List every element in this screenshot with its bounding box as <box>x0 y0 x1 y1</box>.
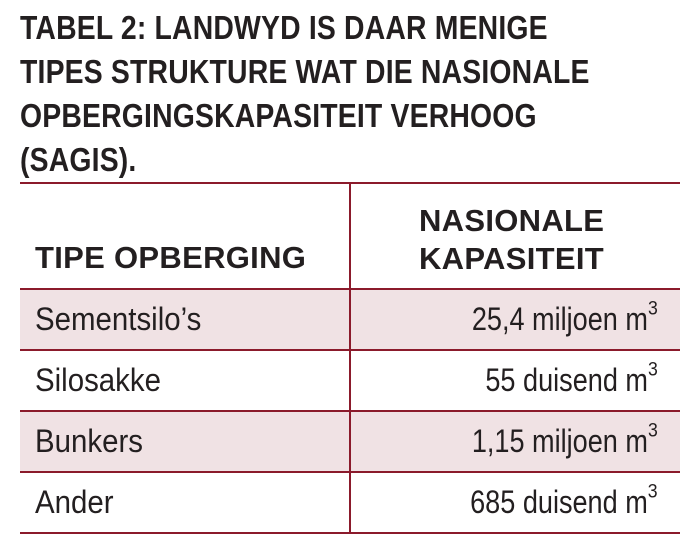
table-row <box>20 290 680 351</box>
capacity-cell: 55 duisend $m^3$ <box>485 359 658 398</box>
table-row <box>20 412 680 473</box>
storage-capacity-table <box>20 182 680 534</box>
table-caption <box>20 6 588 182</box>
table-header-row <box>20 184 680 290</box>
storage-type-cell: Silosakke <box>20 351 351 410</box>
capacity-cell: 685 duisend $m^3$ <box>470 481 658 520</box>
table-row <box>20 473 680 534</box>
storage-type-cell: Sementsilo’s <box>20 290 351 349</box>
caption-line-3: OPBERGINGSKAPASITEIT VERHOOG <box>20 97 537 134</box>
caption-line-4: (SAGIS). <box>20 141 137 178</box>
storage-type-cell: Ander <box>20 473 351 532</box>
header-storage-type: TIPE OPBERGING <box>20 184 351 288</box>
caption-line-1: TABEL 2: LANDWYD IS DAAR MENIGE <box>20 9 548 46</box>
capacity-cell: 25,4 miljoen $m^3$ <box>472 298 658 337</box>
table-row <box>20 351 680 412</box>
storage-type-cell: Bunkers <box>20 412 351 471</box>
header-national-capacity: NASIONALE KAPASITEIT <box>419 203 605 276</box>
caption-line-2: TIPES STRUKTURE WAT DIE NASIONALE <box>20 53 590 90</box>
capacity-cell: 1,15 miljoen $m^3$ <box>472 420 658 459</box>
